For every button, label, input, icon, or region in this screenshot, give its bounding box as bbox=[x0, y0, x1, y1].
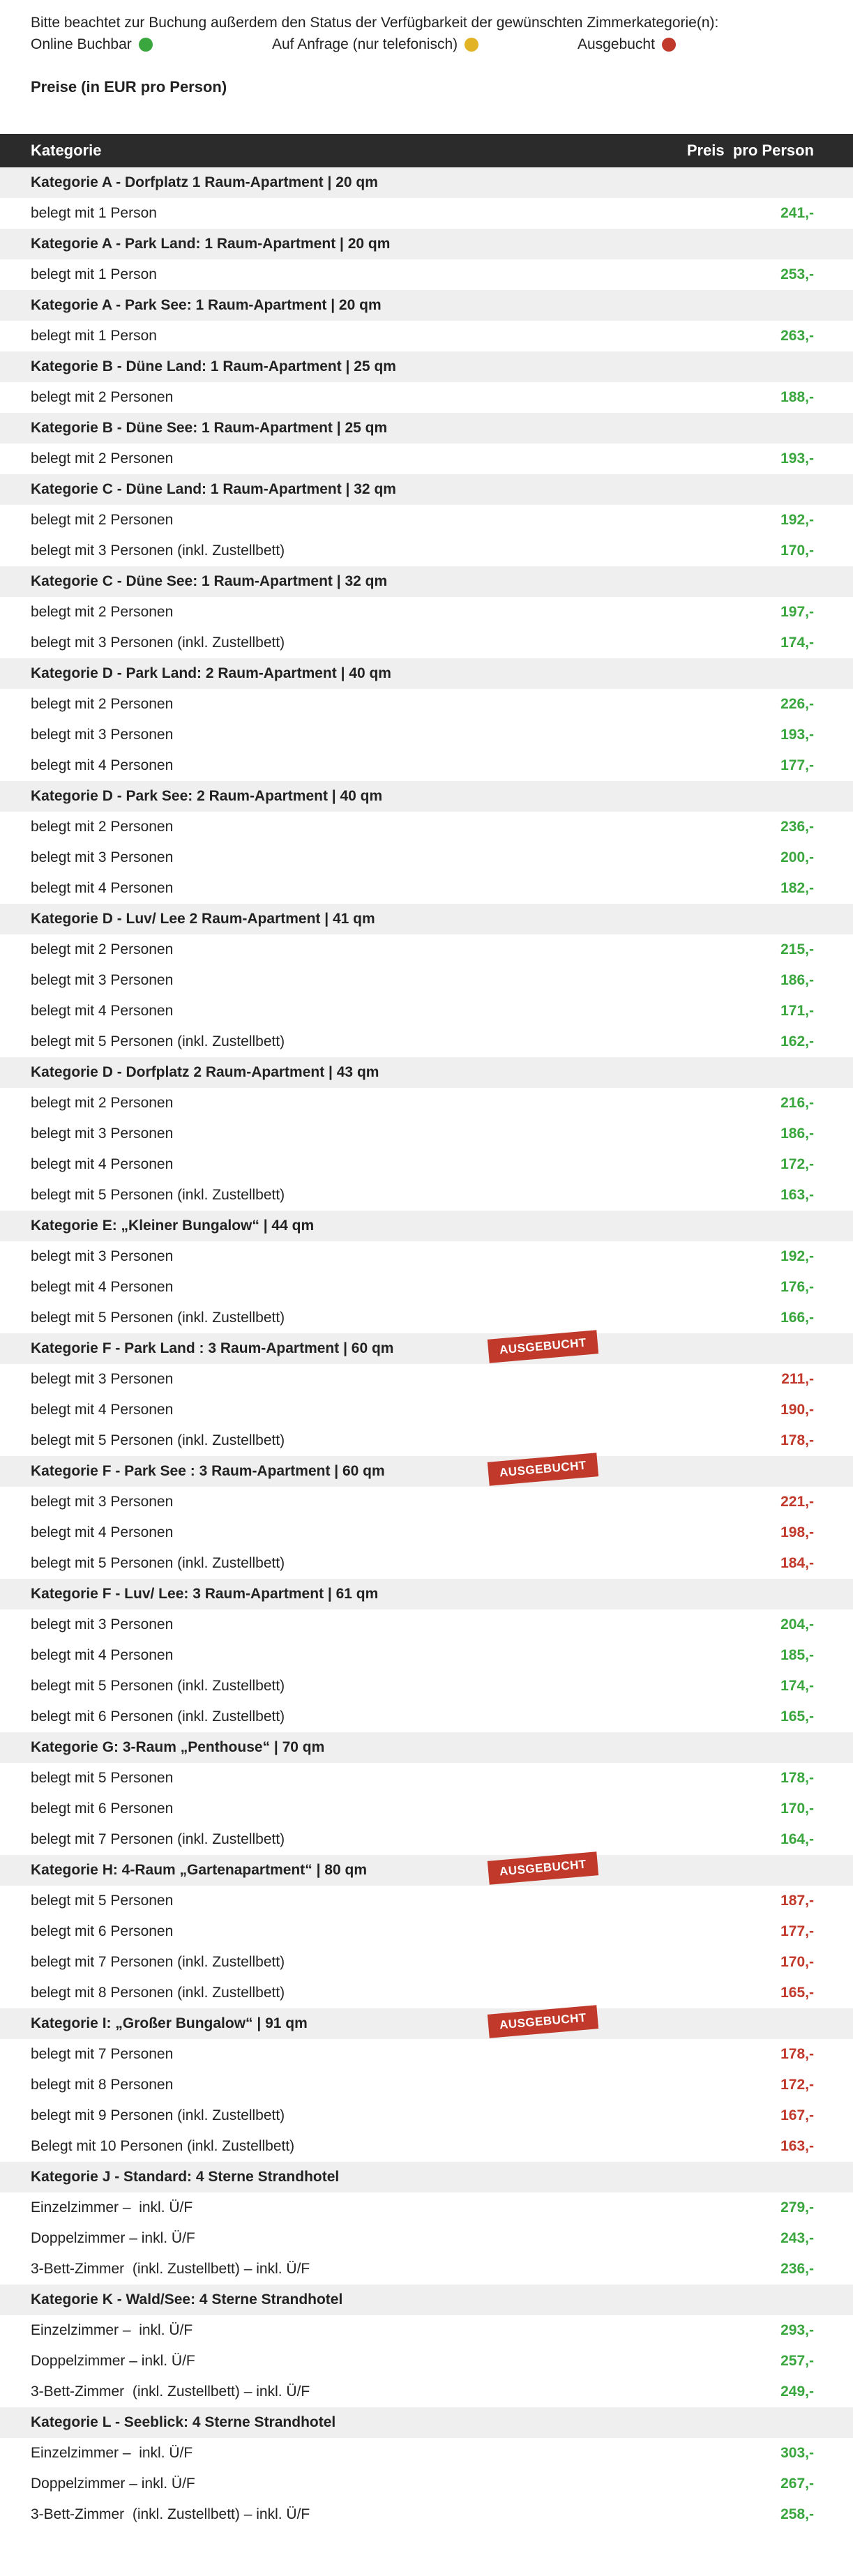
occupancy-label: belegt mit 7 Personen bbox=[31, 2046, 174, 2062]
occupancy-label: belegt mit 3 Personen bbox=[31, 1248, 174, 1264]
category-title: Kategorie C - Düne Land: 1 Raum-Apartment | 32 qm bbox=[31, 481, 396, 497]
price-value: 263,- bbox=[780, 328, 814, 344]
occupancy-label: belegt mit 3 Personen bbox=[31, 1494, 174, 1510]
price-value: 200,- bbox=[780, 849, 814, 865]
price-row bbox=[0, 2039, 853, 2070]
occupancy-label: belegt mit 3 Personen bbox=[31, 1371, 174, 1387]
occupancy-label: belegt mit 3 Personen bbox=[31, 727, 174, 743]
category-title: Kategorie F - Park Land : 3 Raum-Apartment | 60 qm bbox=[31, 1340, 394, 1356]
intro-text: Bitte beachtet zur Buchung außerdem den Status der Verfügbarkeit der gewünschten Zimmerkategorie(n): bbox=[31, 15, 719, 31]
price-row bbox=[0, 1824, 853, 1855]
price-value: 197,- bbox=[780, 604, 814, 620]
occupancy-label: Einzelzimmer – inkl. Ü/F bbox=[31, 2199, 193, 2215]
yellow-dot-icon bbox=[465, 38, 478, 52]
prices-title: Preise (in EUR pro Person) bbox=[31, 78, 227, 96]
occupancy-label: belegt mit 8 Personen (inkl. Zustellbett) bbox=[31, 1985, 285, 2001]
price-row bbox=[0, 750, 853, 781]
occupancy-label: belegt mit 3 Personen bbox=[31, 849, 174, 865]
booked-out-badge: AUSGEBUCHT bbox=[488, 2005, 598, 2038]
price-row bbox=[0, 2100, 853, 2131]
category-row bbox=[0, 781, 853, 812]
occupancy-label: belegt mit 4 Personen bbox=[31, 1524, 174, 1540]
price-value: 216,- bbox=[780, 1095, 814, 1111]
occupancy-label: Doppelzimmer – inkl. Ü/F bbox=[31, 2230, 195, 2246]
price-value: 184,- bbox=[780, 1555, 814, 1571]
price-value: 190,- bbox=[780, 1402, 814, 1418]
category-title: Kategorie F - Park See : 3 Raum-Apartment | 60 qm bbox=[31, 1463, 385, 1479]
category-row bbox=[0, 1211, 853, 1241]
category-row bbox=[0, 2162, 853, 2192]
price-value: 166,- bbox=[780, 1310, 814, 1326]
legend-online-label: Online Buchbar bbox=[31, 36, 132, 52]
category-title: Kategorie L - Seeblick: 4 Sterne Strandhotel bbox=[31, 2414, 336, 2430]
occupancy-label: belegt mit 9 Personen (inkl. Zustellbett) bbox=[31, 2107, 285, 2123]
occupancy-label: belegt mit 6 Personen bbox=[31, 1801, 174, 1817]
category-row bbox=[0, 566, 853, 597]
price-value: 267,- bbox=[780, 2476, 814, 2492]
price-value: 170,- bbox=[780, 1954, 814, 1970]
category-row bbox=[0, 2407, 853, 2438]
price-value: 185,- bbox=[780, 1647, 814, 1663]
occupancy-label: belegt mit 6 Personen (inkl. Zustellbett) bbox=[31, 1709, 285, 1725]
occupancy-label: Doppelzimmer – inkl. Ü/F bbox=[31, 2476, 195, 2492]
occupancy-label: belegt mit 5 Personen (inkl. Zustellbett) bbox=[31, 1310, 285, 1326]
price-row bbox=[0, 2438, 853, 2469]
occupancy-label: belegt mit 2 Personen bbox=[31, 604, 174, 620]
category-title: Kategorie F - Luv/ Lee: 3 Raum-Apartment | 61 qm bbox=[31, 1586, 379, 1602]
category-row bbox=[0, 1732, 853, 1763]
price-value: 279,- bbox=[780, 2199, 814, 2215]
occupancy-label: 3-Bett-Zimmer (inkl. Zustellbett) – inkl. Ü/F bbox=[31, 2384, 310, 2400]
price-row bbox=[0, 505, 853, 536]
occupancy-label: belegt mit 3 Personen (inkl. Zustellbett) bbox=[31, 635, 285, 651]
price-value: 198,- bbox=[780, 1524, 814, 1540]
price-value: 258,- bbox=[780, 2506, 814, 2522]
legend-booked-label: Ausgebucht bbox=[578, 36, 655, 52]
price-row bbox=[0, 321, 853, 351]
price-row bbox=[0, 996, 853, 1026]
price-row bbox=[0, 1947, 853, 1978]
price-row bbox=[0, 2131, 853, 2162]
price-row bbox=[0, 1548, 853, 1579]
intro-section bbox=[0, 0, 853, 98]
price-row bbox=[0, 1149, 853, 1180]
category-row bbox=[0, 474, 853, 505]
occupancy-label: belegt mit 4 Personen bbox=[31, 757, 174, 773]
price-row bbox=[0, 2192, 853, 2223]
occupancy-label: belegt mit 5 Personen bbox=[31, 1893, 174, 1909]
occupancy-label: 3-Bett-Zimmer (inkl. Zustellbett) – inkl. Ü/F bbox=[31, 2261, 310, 2277]
category-title: Kategorie C - Düne See: 1 Raum-Apartment | 32 qm bbox=[31, 573, 388, 589]
occupancy-label: belegt mit 2 Personen bbox=[31, 941, 174, 957]
category-row bbox=[0, 2008, 853, 2039]
price-value: 192,- bbox=[780, 512, 814, 528]
price-row bbox=[0, 1026, 853, 1057]
price-value: 170,- bbox=[780, 1801, 814, 1817]
price-value: 226,- bbox=[780, 696, 814, 712]
occupancy-label: belegt mit 2 Personen bbox=[31, 819, 174, 835]
price-row bbox=[0, 259, 853, 290]
category-row bbox=[0, 904, 853, 934]
price-value: 174,- bbox=[780, 635, 814, 651]
legend-online bbox=[31, 34, 272, 55]
price-value: 211,- bbox=[781, 1371, 814, 1387]
occupancy-label: belegt mit 4 Personen bbox=[31, 1003, 174, 1019]
price-value: 174,- bbox=[780, 1678, 814, 1694]
price-row bbox=[0, 536, 853, 566]
category-title: Kategorie J - Standard: 4 Sterne Strandhotel bbox=[31, 2169, 340, 2185]
price-row bbox=[0, 689, 853, 720]
booked-out-badge: AUSGEBUCHT bbox=[488, 1851, 598, 1885]
occupancy-label: belegt mit 2 Personen bbox=[31, 696, 174, 712]
price-row bbox=[0, 1763, 853, 1794]
occupancy-label: belegt mit 5 Personen (inkl. Zustellbett) bbox=[31, 1678, 285, 1694]
occupancy-label: belegt mit 7 Personen (inkl. Zustellbett) bbox=[31, 1831, 285, 1847]
price-row bbox=[0, 812, 853, 842]
price-row bbox=[0, 873, 853, 904]
category-row bbox=[0, 1057, 853, 1088]
price-row bbox=[0, 1303, 853, 1333]
occupancy-label: belegt mit 3 Personen bbox=[31, 972, 174, 988]
price-row bbox=[0, 2499, 853, 2530]
price-value: 303,- bbox=[780, 2445, 814, 2461]
category-row bbox=[0, 1579, 853, 1609]
price-row bbox=[0, 1517, 853, 1548]
price-value: 171,- bbox=[780, 1003, 814, 1019]
price-row bbox=[0, 382, 853, 413]
legend-request bbox=[272, 34, 578, 55]
occupancy-label: belegt mit 5 Personen (inkl. Zustellbett) bbox=[31, 1033, 285, 1050]
occupancy-label: belegt mit 1 Person bbox=[31, 328, 157, 344]
booked-out-badge: AUSGEBUCHT bbox=[488, 1330, 598, 1363]
price-value: 257,- bbox=[780, 2353, 814, 2369]
occupancy-label: belegt mit 1 Person bbox=[31, 205, 157, 221]
price-row bbox=[0, 1180, 853, 1211]
legend-booked bbox=[578, 34, 676, 55]
price-row bbox=[0, 965, 853, 996]
category-title: Kategorie E: „Kleiner Bungalow“ | 44 qm bbox=[31, 1218, 315, 1234]
category-title: Kategorie D - Dorfplatz 2 Raum-Apartment | 43 qm bbox=[31, 1064, 379, 1080]
price-value: 178,- bbox=[780, 2046, 814, 2062]
category-title: Kategorie B - Düne See: 1 Raum-Apartment | 25 qm bbox=[31, 420, 388, 436]
price-row bbox=[0, 2469, 853, 2499]
category-row bbox=[0, 290, 853, 321]
occupancy-label: belegt mit 3 Personen (inkl. Zustellbett) bbox=[31, 543, 285, 559]
price-row bbox=[0, 1702, 853, 1732]
price-row bbox=[0, 2315, 853, 2346]
price-value: 162,- bbox=[780, 1033, 814, 1050]
legend-request-label: Auf Anfrage (nur telefonisch) bbox=[272, 36, 458, 52]
price-value: 167,- bbox=[780, 2107, 814, 2123]
price-row bbox=[0, 1978, 853, 2008]
category-row bbox=[0, 1456, 853, 1487]
price-row bbox=[0, 2254, 853, 2285]
occupancy-label: Einzelzimmer – inkl. Ü/F bbox=[31, 2445, 193, 2461]
price-row bbox=[0, 2223, 853, 2254]
price-value: 176,- bbox=[780, 1279, 814, 1295]
price-row bbox=[0, 444, 853, 474]
price-value: 236,- bbox=[780, 819, 814, 835]
occupancy-label: belegt mit 2 Personen bbox=[31, 512, 174, 528]
price-value: 172,- bbox=[780, 1156, 814, 1172]
occupancy-label: belegt mit 4 Personen bbox=[31, 1279, 174, 1295]
category-title: Kategorie I: „Großer Bungalow“ | 91 qm bbox=[31, 2015, 308, 2031]
occupancy-label: belegt mit 2 Personen bbox=[31, 1095, 174, 1111]
occupancy-label: belegt mit 6 Personen bbox=[31, 1923, 174, 1939]
price-value: 170,- bbox=[780, 543, 814, 559]
price-value: 165,- bbox=[780, 1709, 814, 1725]
category-row bbox=[0, 413, 853, 444]
price-row bbox=[0, 1609, 853, 1640]
category-row bbox=[0, 1333, 853, 1364]
occupancy-label: belegt mit 8 Personen bbox=[31, 2077, 174, 2093]
price-row bbox=[0, 2346, 853, 2377]
header-preis: Preis pro Person bbox=[686, 142, 814, 159]
category-row bbox=[0, 351, 853, 382]
price-value: 241,- bbox=[780, 205, 814, 221]
price-value: 172,- bbox=[780, 2077, 814, 2093]
price-value: 192,- bbox=[780, 1248, 814, 1264]
occupancy-label: belegt mit 5 Personen (inkl. Zustellbett) bbox=[31, 1187, 285, 1203]
price-row bbox=[0, 1395, 853, 1425]
price-value: 163,- bbox=[780, 2138, 814, 2154]
price-value: 165,- bbox=[780, 1985, 814, 2001]
price-row bbox=[0, 1916, 853, 1947]
price-row bbox=[0, 2070, 853, 2100]
price-value: 249,- bbox=[780, 2384, 814, 2400]
header-kategorie: Kategorie bbox=[31, 142, 102, 159]
green-dot-icon bbox=[139, 38, 153, 52]
price-value: 243,- bbox=[780, 2230, 814, 2246]
occupancy-label: belegt mit 3 Personen bbox=[31, 1616, 174, 1632]
category-title: Kategorie D - Park See: 2 Raum-Apartment | 40 qm bbox=[31, 788, 383, 804]
price-value: 193,- bbox=[780, 450, 814, 467]
occupancy-label: belegt mit 2 Personen bbox=[31, 389, 174, 405]
price-row bbox=[0, 842, 853, 873]
price-value: 177,- bbox=[780, 757, 814, 773]
table-header bbox=[0, 134, 853, 167]
price-value: 178,- bbox=[780, 1770, 814, 1786]
occupancy-label: Belegt mit 10 Personen (inkl. Zustellbett) bbox=[31, 2138, 295, 2154]
price-row bbox=[0, 198, 853, 229]
category-title: Kategorie D - Luv/ Lee 2 Raum-Apartment | 41 qm bbox=[31, 911, 375, 927]
occupancy-label: belegt mit 2 Personen bbox=[31, 450, 174, 467]
booked-out-badge: AUSGEBUCHT bbox=[488, 1453, 598, 1486]
price-row bbox=[0, 597, 853, 628]
price-row bbox=[0, 1425, 853, 1456]
price-value: 186,- bbox=[780, 972, 814, 988]
price-value: 182,- bbox=[780, 880, 814, 896]
price-value: 188,- bbox=[780, 389, 814, 405]
price-table bbox=[0, 167, 853, 2530]
price-row bbox=[0, 720, 853, 750]
category-title: Kategorie D - Park Land: 2 Raum-Apartment | 40 qm bbox=[31, 665, 391, 681]
red-dot-icon bbox=[662, 38, 676, 52]
price-value: 204,- bbox=[780, 1616, 814, 1632]
occupancy-label: belegt mit 1 Person bbox=[31, 266, 157, 282]
status-legend bbox=[31, 33, 822, 56]
price-value: 221,- bbox=[780, 1494, 814, 1510]
occupancy-label: belegt mit 3 Personen bbox=[31, 1126, 174, 1142]
occupancy-label: belegt mit 4 Personen bbox=[31, 1402, 174, 1418]
occupancy-label: 3-Bett-Zimmer (inkl. Zustellbett) – inkl. Ü/F bbox=[31, 2506, 310, 2522]
category-row bbox=[0, 658, 853, 689]
price-value: 193,- bbox=[780, 727, 814, 743]
occupancy-label: Doppelzimmer – inkl. Ü/F bbox=[31, 2353, 195, 2369]
price-row bbox=[0, 1640, 853, 1671]
price-value: 253,- bbox=[780, 266, 814, 282]
category-title: Kategorie K - Wald/See: 4 Sterne Strandhotel bbox=[31, 2291, 343, 2308]
category-title: Kategorie A - Dorfplatz 1 Raum-Apartment | 20 qm bbox=[31, 174, 378, 190]
price-row bbox=[0, 2377, 853, 2407]
category-title: Kategorie H: 4-Raum „Gartenapartment“ | 80 qm bbox=[31, 1862, 367, 1878]
category-title: Kategorie G: 3-Raum „Penthouse“ | 70 qm bbox=[31, 1739, 325, 1755]
occupancy-label: belegt mit 5 Personen bbox=[31, 1770, 174, 1786]
occupancy-label: belegt mit 4 Personen bbox=[31, 1647, 174, 1663]
price-value: 293,- bbox=[780, 2322, 814, 2338]
price-value: 178,- bbox=[780, 1432, 814, 1448]
price-row bbox=[0, 934, 853, 965]
occupancy-label: belegt mit 4 Personen bbox=[31, 880, 174, 896]
category-title: Kategorie B - Düne Land: 1 Raum-Apartment | 25 qm bbox=[31, 358, 396, 374]
occupancy-label: belegt mit 4 Personen bbox=[31, 1156, 174, 1172]
price-row bbox=[0, 1119, 853, 1149]
price-row bbox=[0, 1364, 853, 1395]
price-value: 186,- bbox=[780, 1126, 814, 1142]
price-row bbox=[0, 1886, 853, 1916]
price-row bbox=[0, 1088, 853, 1119]
price-value: 177,- bbox=[780, 1923, 814, 1939]
price-value: 163,- bbox=[780, 1187, 814, 1203]
occupancy-label: belegt mit 5 Personen (inkl. Zustellbett) bbox=[31, 1432, 285, 1448]
price-row bbox=[0, 1241, 853, 1272]
price-row bbox=[0, 1272, 853, 1303]
occupancy-label: belegt mit 7 Personen (inkl. Zustellbett) bbox=[31, 1954, 285, 1970]
occupancy-label: belegt mit 5 Personen (inkl. Zustellbett) bbox=[31, 1555, 285, 1571]
price-value: 187,- bbox=[780, 1893, 814, 1909]
category-title: Kategorie A - Park Land: 1 Raum-Apartment | 20 qm bbox=[31, 236, 391, 252]
category-title: Kategorie A - Park See: 1 Raum-Apartment | 20 qm bbox=[31, 297, 382, 313]
price-value: 215,- bbox=[780, 941, 814, 957]
price-row bbox=[0, 1671, 853, 1702]
category-row bbox=[0, 167, 853, 198]
price-row bbox=[0, 1487, 853, 1517]
occupancy-label: Einzelzimmer – inkl. Ü/F bbox=[31, 2322, 193, 2338]
price-row bbox=[0, 1794, 853, 1824]
category-row bbox=[0, 2285, 853, 2315]
price-row bbox=[0, 628, 853, 658]
category-row bbox=[0, 229, 853, 259]
price-value: 236,- bbox=[780, 2261, 814, 2277]
price-value: 164,- bbox=[780, 1831, 814, 1847]
category-row bbox=[0, 1855, 853, 1886]
